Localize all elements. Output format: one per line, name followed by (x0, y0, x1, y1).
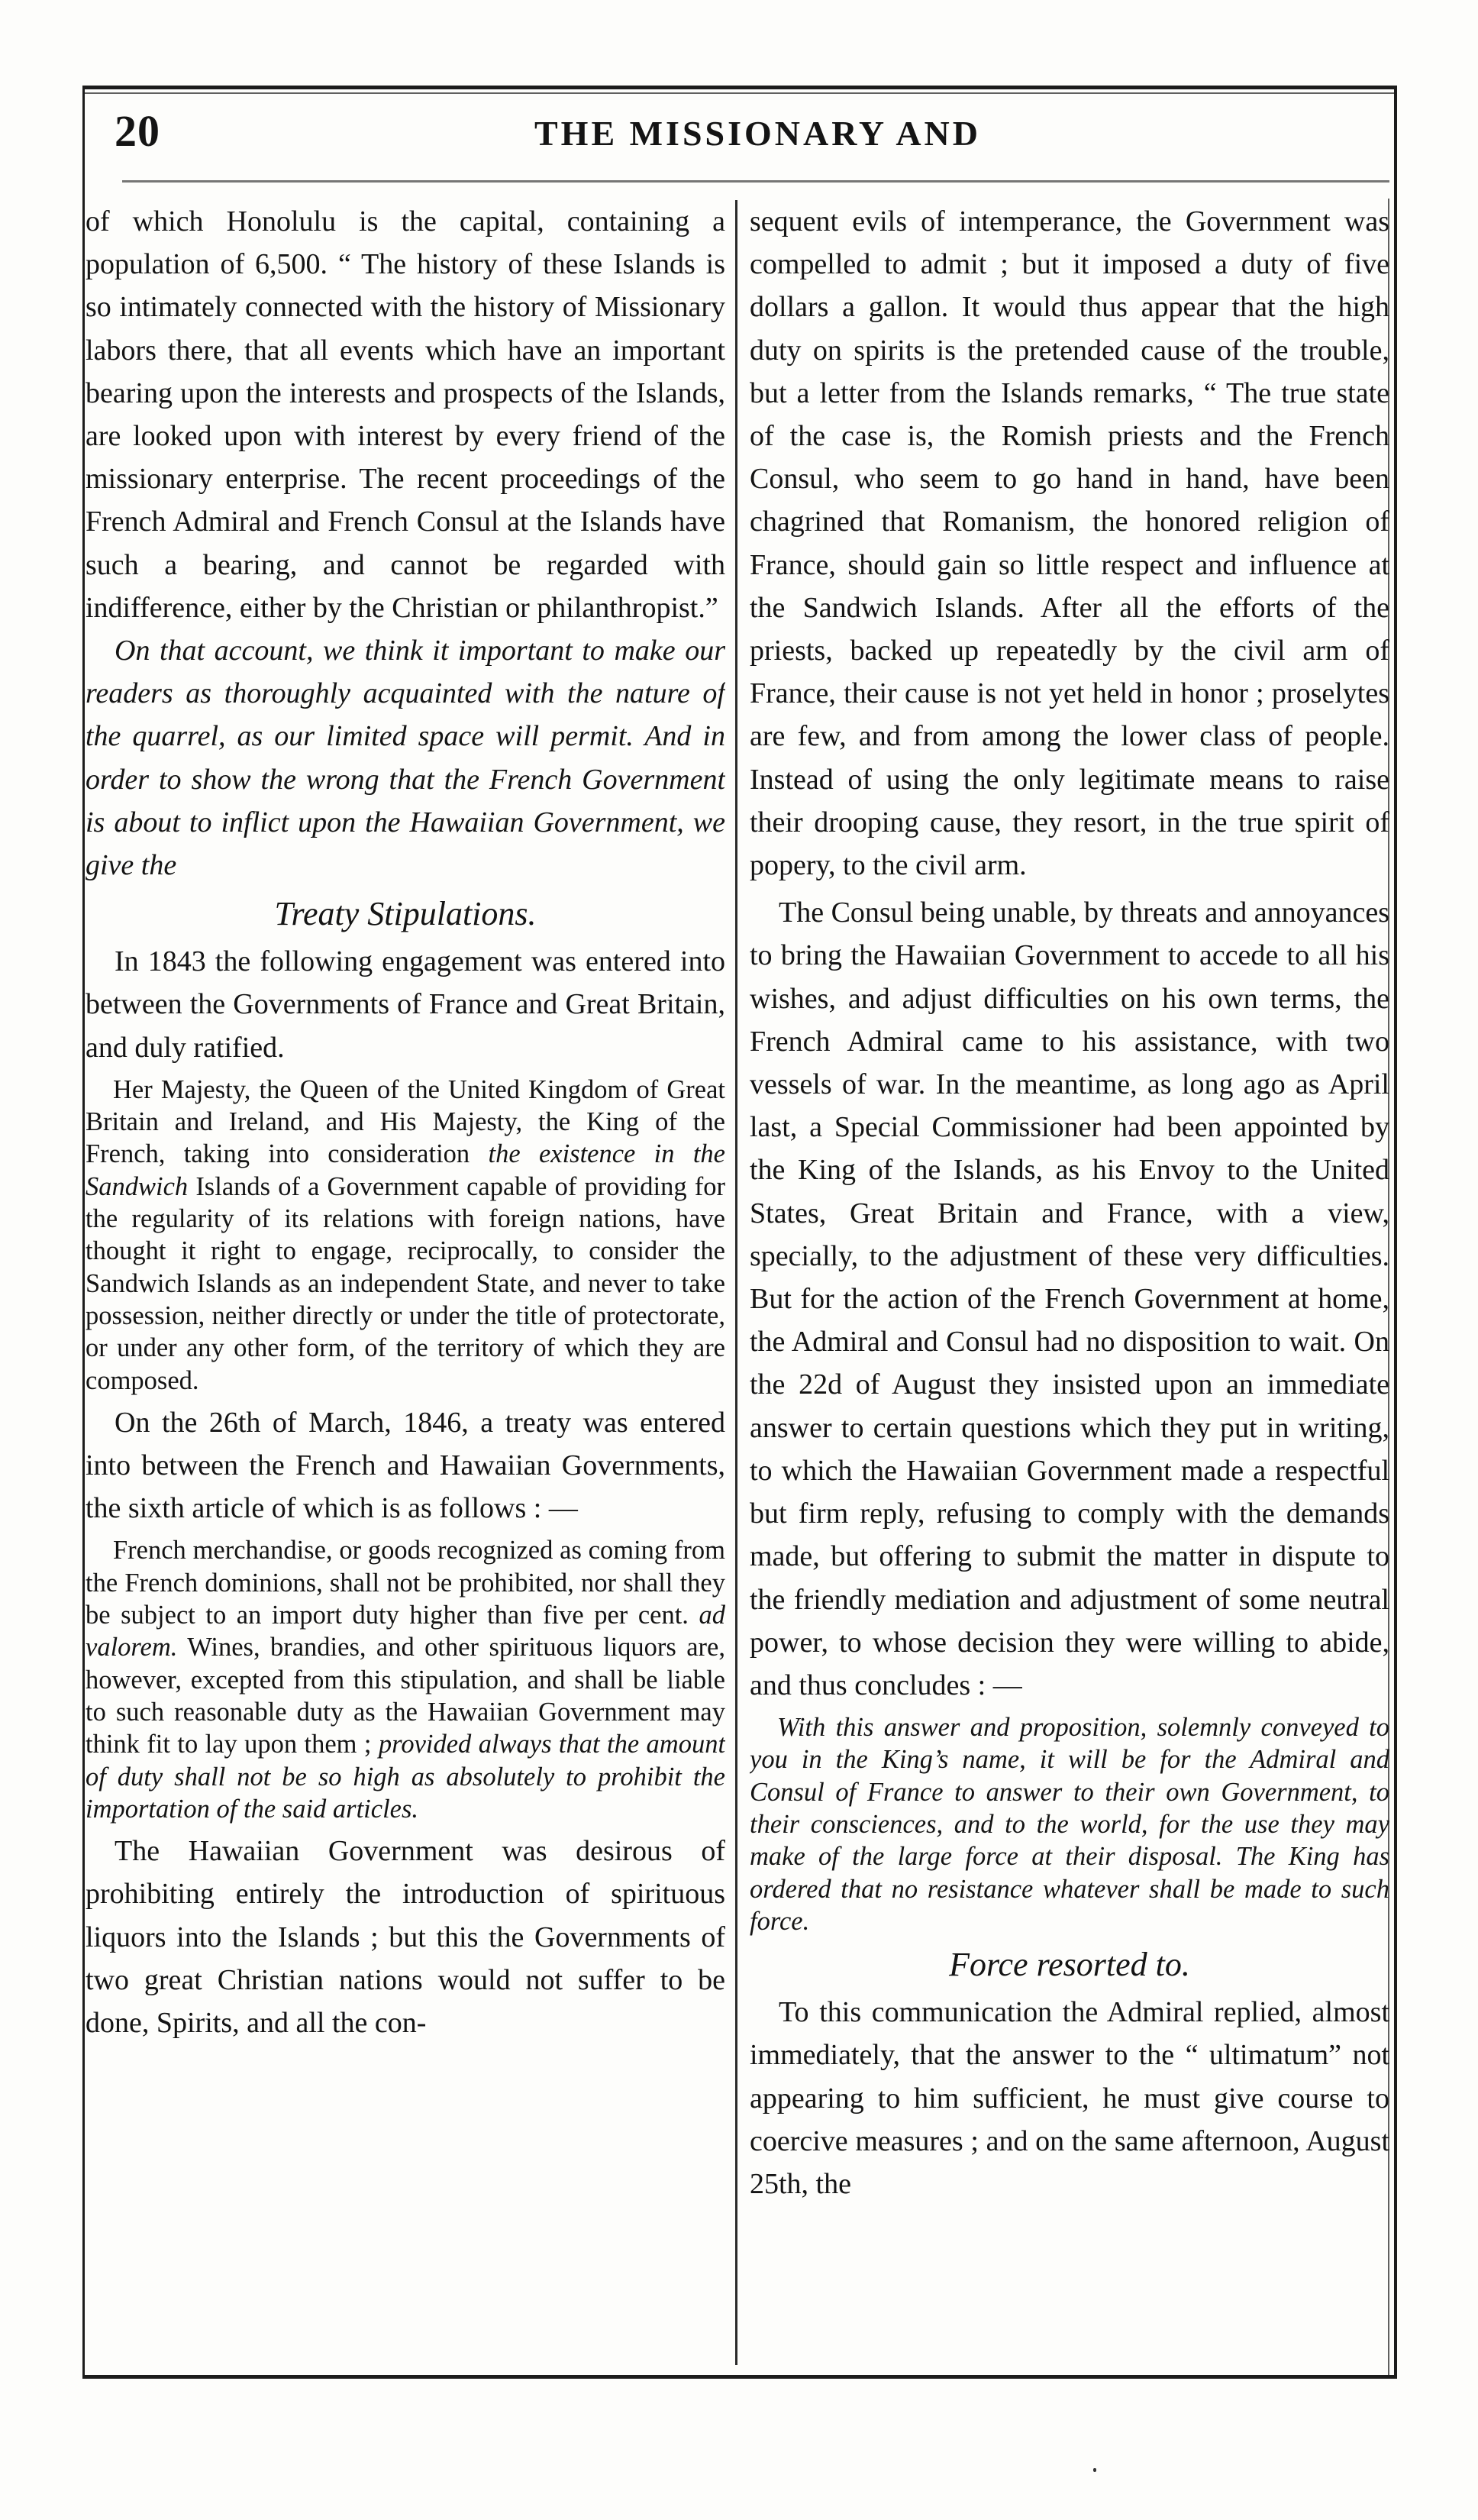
right-column (750, 200, 1389, 2369)
quote-text: Wines, brandies, and other spirituous liquors are, however, excepted from this stipulation, and shall be liable to such reasonable duty as the Hawaiian Government may think fit to lay upon them ; (86, 1633, 725, 1759)
bottom-rule (82, 2375, 1396, 2379)
treaty-quote (86, 1074, 725, 1397)
quote-paragraph (86, 1074, 725, 1397)
body-paragraph: The Hawaiian Government was desirous of prohibiting entirely the introduction of spirituous liquors into the Islands ; but this the Governments of two great Christian nations would not suffer to be done, Spirits, and all the con- (86, 1835, 725, 2039)
body-paragraph: On the 26th of March, 1846, a treaty was entered into between the French and Hawaiian Governments, the sixth article of which is as follows : — (86, 1406, 725, 1525)
header-rule (122, 180, 1389, 183)
left-border-rule (82, 86, 85, 2379)
quote-paragraph: With this answer and proposition, solemnly conveyed to you in the King’s name, it will be for the Admiral and Consul of France to answer to their own Government, to their consciences, and to the world, for the use they may make of the large force at their disposal. The King has ordered that no resistance whatever shall be made to such force. (750, 1713, 1389, 1936)
right-border-rule (1394, 86, 1397, 2379)
quote-text: Her Majesty, the Queen of the United Kingdom of Great Britain and Ireland, and His Majesty, the King of the French, taking into consideration (86, 1074, 725, 1169)
page-number: 20 (115, 106, 160, 156)
top-rule-inner (82, 92, 1396, 94)
body-paragraph: On that account, we think it important to make our readers as thoroughly acquainted with the nature of the quarrel, as our limited space will permit. And in order to show the wrong that the French Government is about to inflict upon the Hawaiian Government, we give the (86, 635, 725, 882)
quote-text-italic: provided (378, 1730, 472, 1759)
column-divider (735, 200, 737, 2365)
body-paragraph: The Consul being unable, by threats and annoyances to bring the Hawaiian Government to accede to all his wishes, and adjust difficulties on his own terms, the French Admiral came to his assistance, with two vessels of war. In the meantime, as long ago as April last, a Special Commissioner had been appointed by the King of the Islands, as his Envoy to the United States, Great Britain and France, with a view, specially, to the adjustment of these very difficulties. But for the action of the French Government at home, the Admiral and Consul had no disposition to wait. On the 22d of August they insisted upon an immediate answer to certain questions which they put in writing, to which the Hawaiian Government made a respectful but firm reply, refusing to comply with the demands made, but offering to submit the matter in dispute to the friendly mediation and adjustment of some neutral power, to whose decision they were willing to abide, and thus concludes : — (750, 897, 1389, 1701)
ink-speck (1093, 2468, 1096, 2472)
body-paragraph: In 1843 the following engagement was entered into between the Governments of France and Great Britain, and duly ratified. (86, 945, 725, 1064)
section-heading: Treaty Stipulations. (274, 895, 537, 933)
quote-text: Islands of a Government capable of providing for the regularity of its relations with foreign nations, have thought it right to engage, reciprocally, to consider the Sandwich Islands as an independent State, and never to take possession, neither directly or under the title of protectorate, or under any other form, of the territory of which they are composed. (86, 1171, 725, 1395)
body-paragraph: To this communication the Admiral replied, almost immediately, that the answer to the “ ultimatum” not appearing to him sufficient, he must give course to coercive measures ; and on the same afternoon, August 25th, the (750, 1996, 1389, 2200)
quote-paragraph (86, 1534, 725, 1825)
top-rule-outer (82, 86, 1396, 89)
section-heading: Force resorted to. (949, 1946, 1190, 1984)
quote-text-italic: the existence in the Sandwich (86, 1139, 725, 1201)
quote-text-italic: ad valorem. (86, 1601, 725, 1662)
treaty-article-quote (86, 1534, 725, 1825)
government-reply-quote (750, 1711, 1389, 1937)
left-column (86, 200, 725, 2369)
body-paragraph: of which Honolulu is the capital, containing a population of 6,500. “ The history of these Islands is so intimately connected with the history of Missionary labors there, that all events which have an important bearing upon the interests and prospects of the Islands, are looked upon with interest by every friend of the missionary enterprise. The recent proceedings of the French Admiral and French Consul at the Islands have such a bearing, and cannot be regarded with indifference, either by the Christian or philanthropist.” (86, 205, 725, 624)
body-paragraph: sequent evils of intemperance, the Government was compelled to admit ; but it imposed a duty of five dollars a gallon. It would thus appear that the high duty on spirits is the pretended cause of the trouble, but a letter from the Islands remarks, “ The true state of the case is, the Romish priests and the French Consul, who seem to go hand in hand, have been chagrined that Romanism, the honored religion of France, should gain so little respect and influence at the Sandwich Islands. After all the efforts of the priests, backed up repeatedly by the civil arm of France, their cause is not yet held in honor ; proselytes are few, and from among the lower class of people. Instead of using the only legitimate means to raise their drooping cause, they resort, in the true spirit of popery, to the civil arm. (750, 205, 1389, 882)
quote-text: French merchandise, or goods recognized as coming from the French dominions, shall not be prohibited, nor shall they be subject to an import duty higher than five per cent. (86, 1536, 725, 1630)
quote-text: always that the amount of duty shall not be so high as absolutely to prohibit the importation of the said articles. (86, 1730, 725, 1824)
running-head: THE MISSIONARY AND (534, 114, 981, 153)
